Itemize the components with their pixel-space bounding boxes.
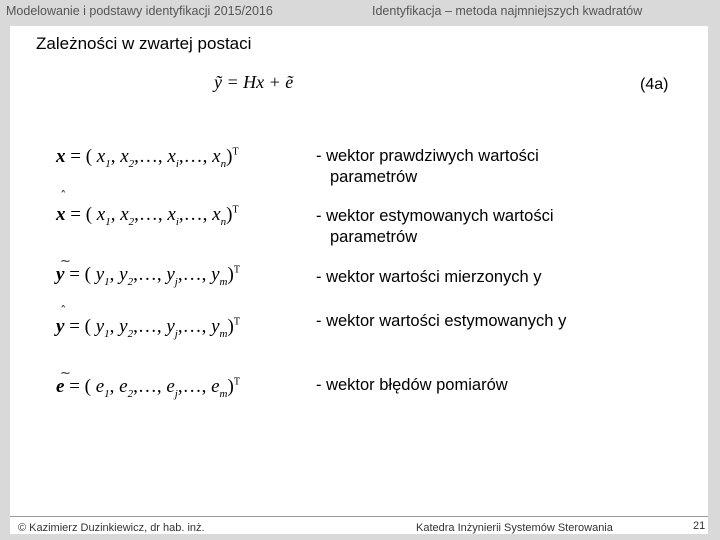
row4-term-1: e <box>95 376 105 397</box>
equation-row-0: x = ( $x_1$, $x_2,\dots$, $x_i,\dots$, $x_n)^T$ <box>56 146 239 170</box>
row2-desc-line-1: - wektor wartości mierzonych y <box>316 268 542 286</box>
row3-sub-j: j <box>174 327 178 340</box>
row0-sub-1: 1 <box>105 157 111 170</box>
row4-tilde-mark: ~ <box>60 366 71 381</box>
row1-term-n: x <box>212 204 221 225</box>
equation-row-3: y = ( $y_1$, $y_2,\dots$, $y_j,\dots$, $y_m)^T$ <box>56 316 240 340</box>
footer-department: Katedra Inżynierii Systemów Sterowania <box>416 522 613 534</box>
row0-sub-2: 2 <box>128 157 135 170</box>
row1-sub-n: n <box>220 215 227 228</box>
row0-term-2: x <box>120 146 129 167</box>
row2-term-m: y <box>211 264 220 285</box>
row1-sub-i: i <box>175 215 179 228</box>
footer-author: © Kazimierz Duzinkiewicz, dr hab. inż. <box>18 522 205 534</box>
row3-sub-1: 1 <box>104 327 110 340</box>
equation-row-4: e = ( $e_1$, $e_2,\dots$, $e_j,\dots$, $e_m)^T$ <box>56 376 240 400</box>
row1-sub-2: 2 <box>128 215 135 228</box>
row3-term-j: y <box>166 316 175 337</box>
row0-sub-n: n <box>220 157 227 170</box>
row3-term-m: y <box>211 316 220 337</box>
row4-sub-j: j <box>174 387 178 400</box>
row4-term-j: e <box>166 376 175 397</box>
equation-number: (4a) <box>640 76 669 93</box>
row1-term-2: x <box>120 204 129 225</box>
row2-term-j: y <box>166 264 175 285</box>
row2-tilde-mark: ~ <box>60 254 71 269</box>
row1-term-1: x <box>96 204 106 225</box>
equation-row-1: x = ( $x_1$, $x_2,\dots$, $x_i,\dots$, $x_n)^T$ <box>56 204 239 228</box>
row0-term-i: x <box>167 146 176 167</box>
row0-lhs: x <box>56 146 66 167</box>
row0-desc-line-2: parametrów <box>330 168 418 186</box>
row3-sub-2: 2 <box>127 327 134 340</box>
row4-lhs: e <box>56 376 65 397</box>
row1-sub-1: 1 <box>105 215 111 228</box>
row4-sub-2: 2 <box>127 387 134 400</box>
row3-desc-line-1: - wektor wartości estymowanych y <box>316 312 567 330</box>
row4-description <box>316 375 508 396</box>
row2-term-2: y <box>119 264 128 285</box>
row3-sub-m: m <box>219 327 228 340</box>
row4-term-m: e <box>211 376 220 397</box>
header-left: Modelowanie i podstawy identyfikacji 2015/2016 <box>6 4 273 18</box>
main-equation: ỹ = Hx + ẽ <box>214 72 294 92</box>
row1-desc-line-1: - wektor estymowanych wartości <box>316 207 554 225</box>
row2-lhs: y <box>56 264 65 285</box>
row2-description <box>316 267 542 288</box>
row0-sub-i: i <box>175 157 179 170</box>
row0-desc-line-1: - wektor prawdziwych wartości <box>316 147 539 165</box>
row4-sub-1: 1 <box>104 387 110 400</box>
row4-desc-line-1: - wektor błędów pomiarów <box>316 376 508 394</box>
row2-sub-1: 1 <box>104 275 110 288</box>
row3-hat-mark: ˆ <box>60 305 67 320</box>
row1-desc-line-2: parametrów <box>330 228 418 246</box>
slide-title: Zależności w zwartej postaci <box>36 34 252 53</box>
row2-term-1: y <box>95 264 105 285</box>
row3-lhs: y <box>56 316 65 337</box>
row2-sub-2: 2 <box>127 275 134 288</box>
row2-sub-m: m <box>219 275 228 288</box>
row1-hat-mark: ˆ <box>60 190 67 205</box>
footer-divider <box>10 516 708 517</box>
row0-term-1: x <box>96 146 106 167</box>
row1-lhs: x <box>56 204 66 225</box>
equation-row-2: y = ( $y_1$, $y_2,\dots$, $y_j,\dots$, $y_m)^T$ <box>56 264 240 288</box>
row1-term-i: x <box>167 204 176 225</box>
header-right: Identyfikacja – metoda najmniejszych kwadratów <box>372 4 643 18</box>
row0-term-n: x <box>212 146 221 167</box>
row4-term-2: e <box>119 376 128 397</box>
page-number: 21 <box>693 520 706 532</box>
row1-description <box>316 206 554 248</box>
row0-description <box>316 146 539 188</box>
row4-sub-m: m <box>219 387 228 400</box>
row3-term-1: y <box>95 316 105 337</box>
row3-term-2: y <box>119 316 128 337</box>
row2-sub-j: j <box>174 275 178 288</box>
row3-description <box>316 311 566 332</box>
